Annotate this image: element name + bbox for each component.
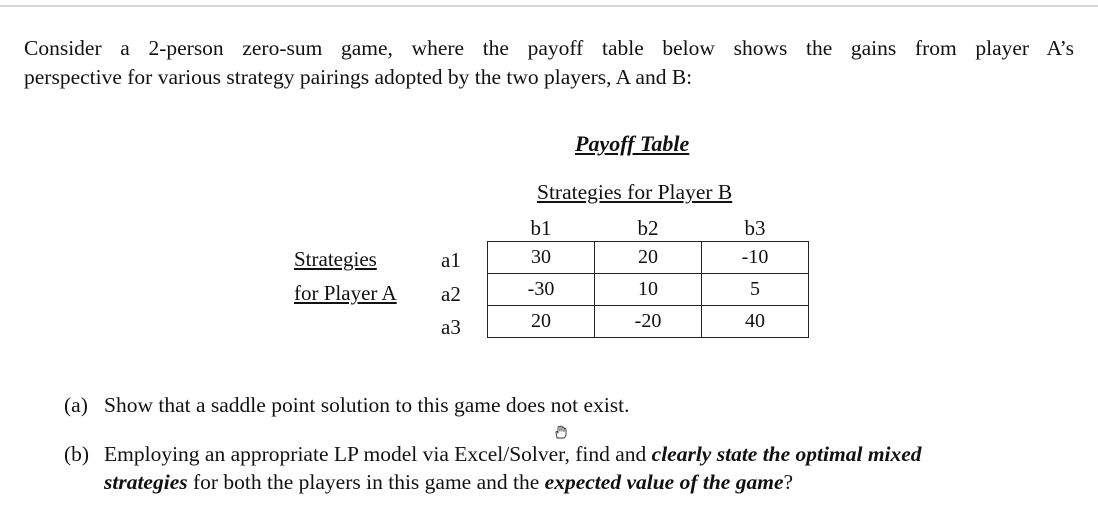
question-b-text-2: for both the players in this game and the [187, 470, 545, 494]
intro-paragraph [24, 34, 1074, 92]
payoff-grid [487, 241, 809, 338]
intro-line-2: perspective for various strategy pairings adopted by the two players, A and B: [24, 65, 693, 89]
question-b-label: (b) [64, 442, 90, 466]
row-label-a1: a1 [441, 248, 461, 272]
question-b-line2 [104, 468, 793, 496]
payoff-cell: -10 [702, 242, 809, 274]
question-b-text-3: ? [783, 470, 794, 494]
question-b-emphasis-3: expected value of the game [544, 470, 784, 494]
question-b-emphasis-1: clearly state the optimal mixed [651, 442, 922, 466]
payoff-cell: 30 [488, 242, 595, 274]
question-b-line1 [104, 440, 922, 468]
payoff-cell: 10 [595, 274, 702, 306]
question-b-emphasis-2: strategies [104, 470, 188, 494]
top-divider [0, 5, 1098, 7]
player-a-strategies-title-line1: Strategies [294, 247, 377, 271]
question-b-text-1: Employing an appropriate LP model via Excel/Solver, find and [104, 442, 652, 466]
row-label-a2: a2 [441, 282, 461, 306]
payoff-cell: 20 [488, 306, 595, 338]
question-a-label: (a) [64, 393, 88, 417]
payoff-cell: -30 [488, 274, 595, 306]
table-row [488, 306, 809, 338]
payoff-cell: 5 [702, 274, 809, 306]
col-label-b2: b2 [637, 216, 659, 240]
hand-pointer-icon [553, 424, 569, 440]
col-label-b3: b3 [744, 216, 766, 240]
intro-line-1: Consider a 2-person zero-sum game, where the payoff table below shows the gains from player A’s [24, 36, 1074, 60]
question-a-text: Show that a saddle point solution to this game does not exist. [104, 393, 630, 417]
payoff-cell: 20 [595, 242, 702, 274]
payoff-cell: 40 [702, 306, 809, 338]
player-b-strategies-header: Strategies for Player B [537, 180, 733, 204]
table-row [488, 274, 809, 306]
table-row [488, 242, 809, 274]
player-a-strategies-title-line2: for Player A [294, 281, 397, 305]
col-label-b1: b1 [530, 216, 552, 240]
payoff-table-title: Payoff Table [575, 131, 690, 156]
payoff-cell: -20 [595, 306, 702, 338]
row-label-a3: a3 [441, 315, 461, 339]
